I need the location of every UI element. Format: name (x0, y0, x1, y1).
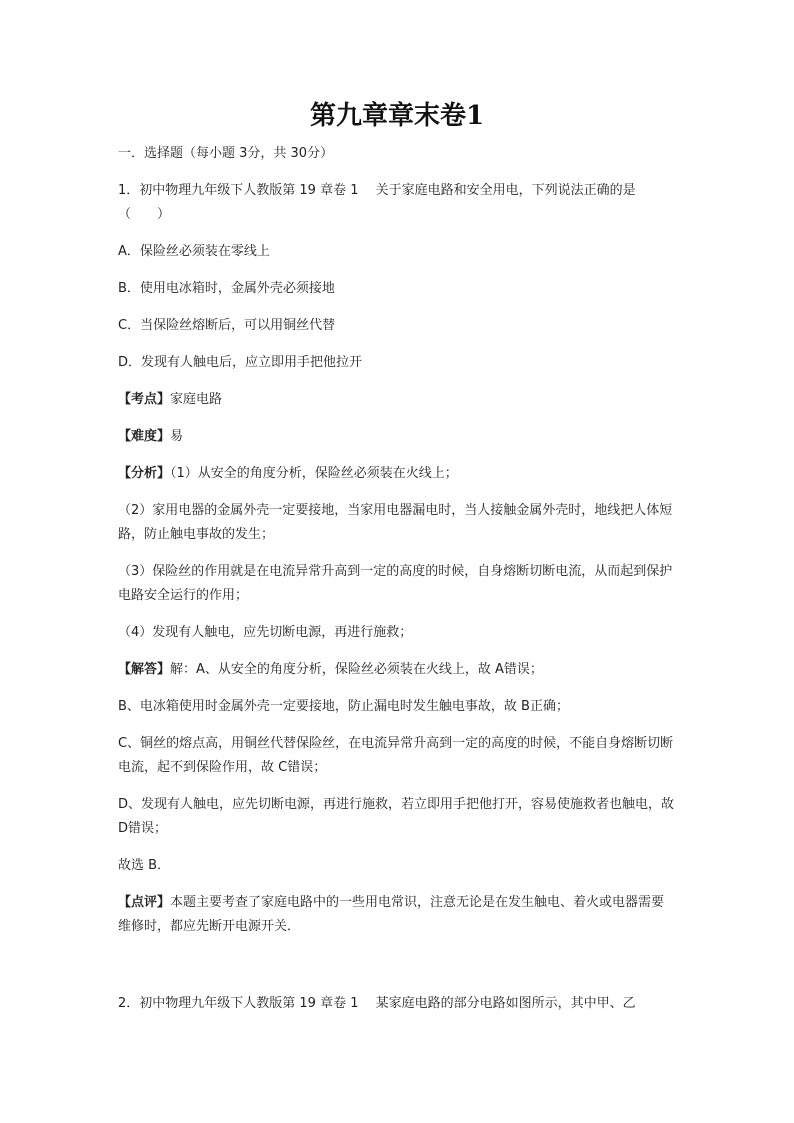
fenxi-tag: 【分析】 (118, 466, 171, 481)
dianping-text: 本题主要考查了家庭电路中的一些用电常识，注意无论是在发生触电、着火或电器需要维修时，都应先断开电源开关． (118, 895, 665, 934)
kaodian-line (118, 388, 676, 412)
section-heading: 一．选择题（每小题 3分，共 30分） (118, 146, 334, 161)
nandu-text: 易 (170, 429, 184, 444)
nandu-line (118, 425, 676, 449)
question-2-stem: 2．初中物理九年级下人教版第 19 章卷 1 某家庭电路的部分电路如图所示，其中甲、乙 (118, 996, 636, 1011)
option-d: D．发现有人触电后，应立即用手把他拉开 (118, 355, 363, 370)
dianping-line (118, 891, 676, 939)
jieda-line-2: B、电冰箱使用时金属外壳一定要接地，防止漏电时发生触电事故，故 B正确； (118, 699, 569, 714)
option-b: B．使用电冰箱时，金属外壳必须接地 (118, 281, 335, 296)
kaodian-tag: 【考点】 (118, 392, 171, 407)
jieda-line-4: D、发现有人触电，应先切断电源，再进行施救，若立即用手把他打开，容易使施救者也触电，故 D错误； (118, 797, 675, 836)
question-1-stem: 1．初中物理九年级下人教版第 19 章卷 1 关于家庭电路和安全用电，下列说法正确的是（ ） (118, 183, 636, 222)
page-title: 第九章章末卷1 (309, 101, 485, 131)
fenxi-line-4: （4）发现有人触电，应先切断电源，再进行施救； (118, 625, 413, 640)
kaodian-text: 家庭电路 (170, 392, 223, 407)
nandu-tag: 【难度】 (118, 429, 171, 444)
jieda-tag: 【解答】 (118, 662, 171, 677)
jieda-line-1 (118, 658, 676, 682)
option-a: A．保险丝必须装在零线上 (118, 244, 270, 259)
spacer (118, 952, 676, 992)
fenxi-line-3: （3）保险丝的作用就是在电流异常升高到一定的高度的时候，自身熔断切断电流，从而起到保护电路安全运行的作用； (118, 564, 673, 603)
jieda-line-3: C、铜丝的熔点高，用铜丝代替保险丝，在电流异常升高到一定的高度的时候，不能自身熔断切断电流，起不到保险作用，故 C错误； (118, 736, 674, 775)
fenxi-text-1: （1）从安全的角度分析，保险丝必须装在火线上； (170, 466, 458, 481)
jieda-line-5: 故选 B． (118, 858, 171, 873)
fenxi-line-1 (118, 462, 676, 486)
dianping-tag: 【点评】 (118, 895, 171, 910)
jieda-text-1: 解：A、从安全的角度分析，保险丝必须装在火线上，故 A错误； (170, 662, 543, 677)
option-c: C．当保险丝熔断后，可以用铜丝代替 (118, 318, 336, 333)
fenxi-line-2: （2）家用电器的金属外壳一定要接地，当家用电器漏电时，当人接触金属外壳时，地线把人体短路，防止触电事故的发生； (118, 503, 673, 542)
